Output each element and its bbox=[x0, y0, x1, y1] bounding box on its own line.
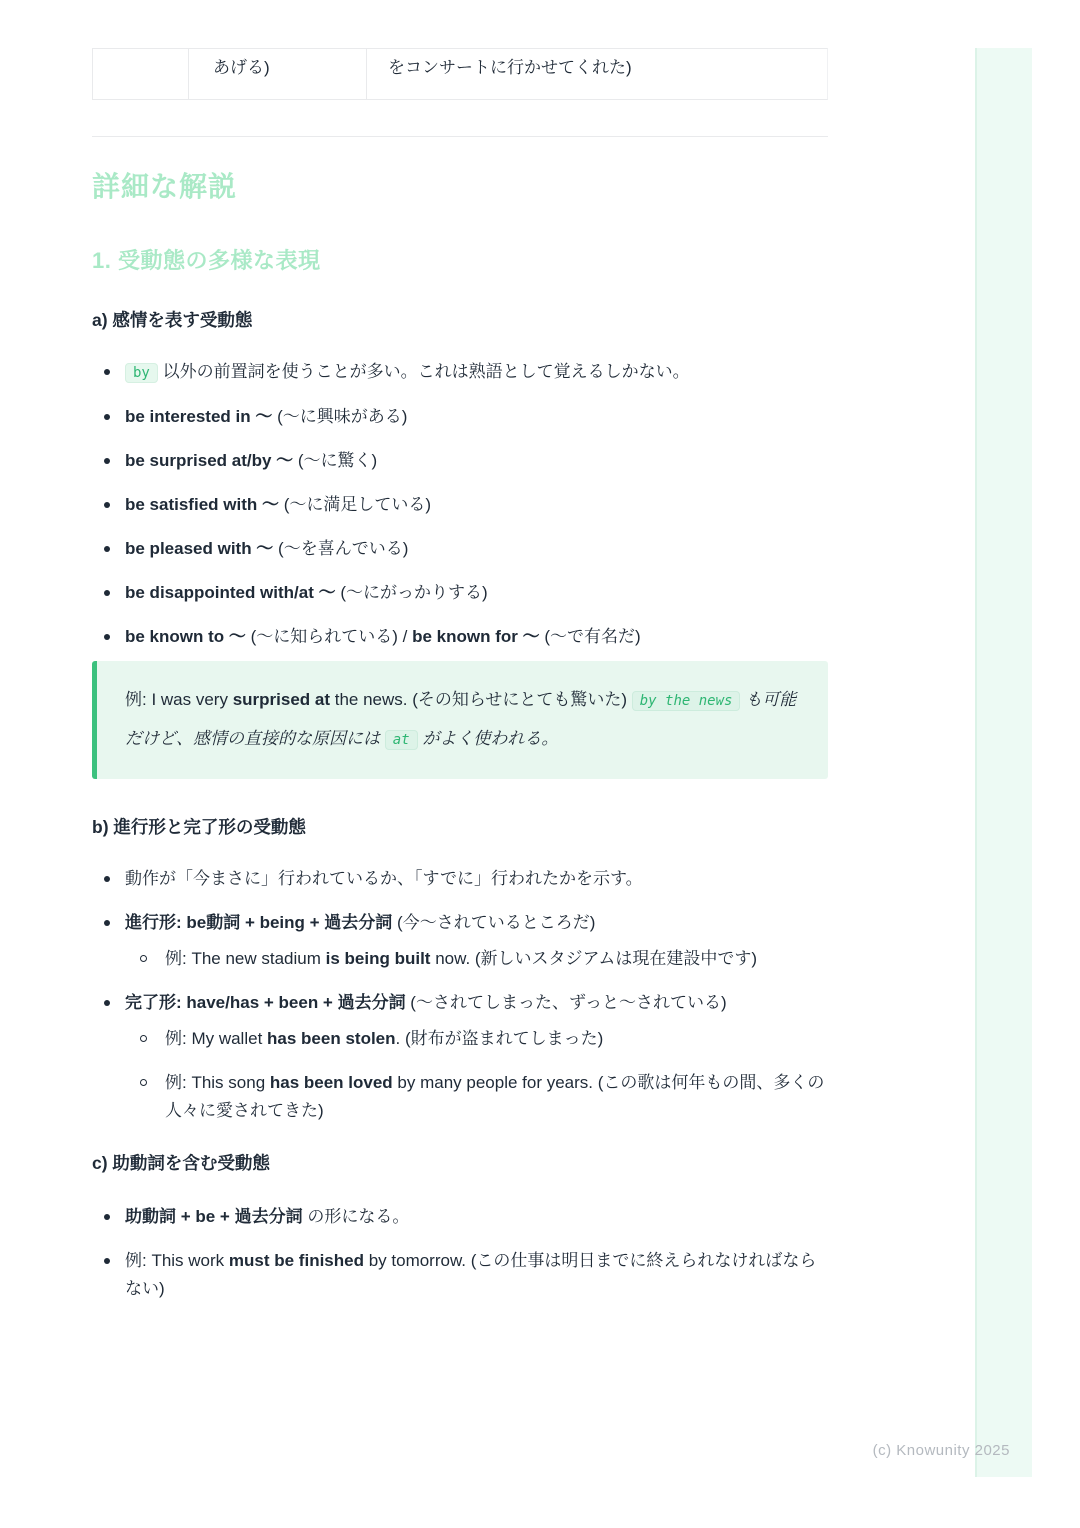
list-item-text bbox=[125, 627, 641, 646]
text-segment: 動作が「今まさに」行われているか、「すでに」行われたかを示す。 bbox=[125, 869, 643, 888]
text-segment: surprised at bbox=[232, 690, 330, 709]
list-item-text bbox=[125, 451, 377, 470]
text-segment: (〜に興味がある) bbox=[272, 407, 408, 426]
list-item bbox=[92, 623, 828, 651]
list-item-text bbox=[165, 1073, 824, 1120]
list-item bbox=[92, 491, 828, 519]
heading-section-b: b) 進行形と完了形の受動態 bbox=[92, 817, 306, 837]
text-segment: 例: This song bbox=[165, 1073, 270, 1092]
text-segment: (〜に知られている) / bbox=[245, 627, 413, 646]
list-item-text bbox=[165, 949, 757, 968]
list-item bbox=[92, 535, 828, 563]
list-item-text bbox=[125, 583, 488, 602]
list-item bbox=[92, 1247, 828, 1303]
list-item-text bbox=[125, 913, 595, 932]
table-fragment bbox=[92, 48, 828, 100]
text-segment: (〜を喜んでいる) bbox=[273, 539, 409, 558]
list-item-text bbox=[125, 1251, 816, 1298]
list-item-text bbox=[165, 1029, 603, 1048]
text-segment: 例: The new stadium bbox=[165, 949, 326, 968]
section-b-list bbox=[92, 865, 828, 1125]
list-item bbox=[92, 1203, 828, 1231]
callout-text bbox=[125, 681, 800, 759]
text-segment: . (財布が盗まれてしまった) bbox=[395, 1029, 604, 1048]
list-item-text bbox=[125, 869, 643, 888]
text-segment: now. (新しいスタジアムは現在建設中です) bbox=[430, 949, 758, 968]
text-segment: も可能だけど、感情の直接的な原因には bbox=[125, 690, 797, 748]
text-segment: 完了形: have/has + been + 過去分詞 bbox=[125, 993, 406, 1012]
text-segment: must be finished bbox=[228, 1251, 364, 1270]
text-segment: (〜に満足している) bbox=[278, 495, 432, 514]
sub-list-item bbox=[133, 945, 828, 973]
text-segment: 例: My wallet bbox=[165, 1029, 268, 1048]
list-item-text bbox=[125, 495, 431, 514]
text-segment: be surprised at/by 〜 bbox=[125, 451, 294, 470]
heading-detailed-explanation: 詳細な解説 bbox=[92, 171, 238, 202]
copyright-notice: (c) Knowunity 2025 bbox=[872, 1442, 1010, 1459]
text-segment: be interested in 〜 bbox=[125, 407, 273, 426]
text-segment: be pleased with 〜 bbox=[125, 539, 274, 558]
sub-list-item bbox=[133, 1025, 828, 1053]
list-item bbox=[92, 909, 828, 973]
list-item-text bbox=[125, 539, 408, 558]
text-segment: 助動詞 + be + 過去分詞 bbox=[125, 1207, 303, 1226]
text-segment: 以外の前置詞を使うことが多い。これは熟語として覚えるしかない。 bbox=[157, 362, 690, 381]
inline-code: at bbox=[385, 730, 418, 750]
page-margin-strip bbox=[975, 48, 1032, 1477]
text-segment: (〜されてしまった、ずっと〜されている) bbox=[405, 993, 727, 1012]
text-segment: the news. (その知らせにとても驚いた) bbox=[330, 690, 632, 709]
text-segment: 例: I was very bbox=[125, 690, 233, 709]
text-segment: (〜で有名だ) bbox=[539, 627, 641, 646]
text-segment: by many people for years. (この歌は何年もの間、多くの人々に愛されてきた) bbox=[165, 1073, 825, 1120]
section-a-list bbox=[92, 358, 828, 651]
list-item-text bbox=[125, 362, 690, 381]
sub-list bbox=[133, 1025, 828, 1125]
text-segment: be known for 〜 bbox=[412, 627, 540, 646]
list-item-text bbox=[125, 1207, 409, 1226]
list-item bbox=[92, 447, 828, 475]
list-item-text bbox=[125, 407, 407, 426]
text-segment: (〜に驚く) bbox=[293, 451, 378, 470]
list-item bbox=[92, 865, 828, 893]
sub-list-item bbox=[133, 1069, 828, 1125]
text-segment: be disappointed with/at 〜 bbox=[125, 583, 336, 602]
text-segment: by tomorrow. (この仕事は明日までに終えられなければならない) bbox=[125, 1251, 817, 1298]
list-item-text bbox=[125, 993, 727, 1012]
section-c-list bbox=[92, 1203, 828, 1303]
text-segment: 進行形: be動詞 + being + 過去分詞 bbox=[125, 913, 393, 932]
table-cell bbox=[93, 49, 189, 99]
text-segment: be known to 〜 bbox=[125, 627, 246, 646]
text-segment: has been loved bbox=[269, 1073, 393, 1092]
section-divider bbox=[92, 136, 828, 137]
table-cell: をコンサートに行かせてくれた) bbox=[388, 58, 632, 77]
text-segment: has been stolen bbox=[267, 1029, 396, 1048]
inline-code: by the news bbox=[632, 691, 741, 711]
sub-list bbox=[133, 945, 828, 973]
list-item bbox=[92, 989, 828, 1125]
heading-section-c: c) 助動詞を含む受動態 bbox=[92, 1153, 270, 1173]
heading-section-a: a) 感情を表す受動態 bbox=[92, 310, 253, 330]
text-segment: (今〜されているところだ) bbox=[392, 913, 596, 932]
list-item bbox=[92, 579, 828, 607]
list-item bbox=[92, 358, 828, 387]
document-content bbox=[92, 0, 828, 1303]
inline-code: by bbox=[125, 363, 158, 383]
example-callout bbox=[92, 661, 828, 779]
text-segment: 例: This work bbox=[125, 1251, 229, 1270]
table-cell: あげる) bbox=[189, 49, 367, 99]
list-item bbox=[92, 403, 828, 431]
text-segment: (〜にがっかりする) bbox=[335, 583, 488, 602]
text-segment: be satisfied with 〜 bbox=[125, 495, 279, 514]
text-segment: is being built bbox=[325, 949, 431, 968]
heading-passive-expressions: 1. 受動態の多様な表現 bbox=[92, 248, 321, 273]
text-segment: がよく使われる。 bbox=[417, 729, 559, 748]
text-segment: の形になる。 bbox=[302, 1207, 410, 1226]
